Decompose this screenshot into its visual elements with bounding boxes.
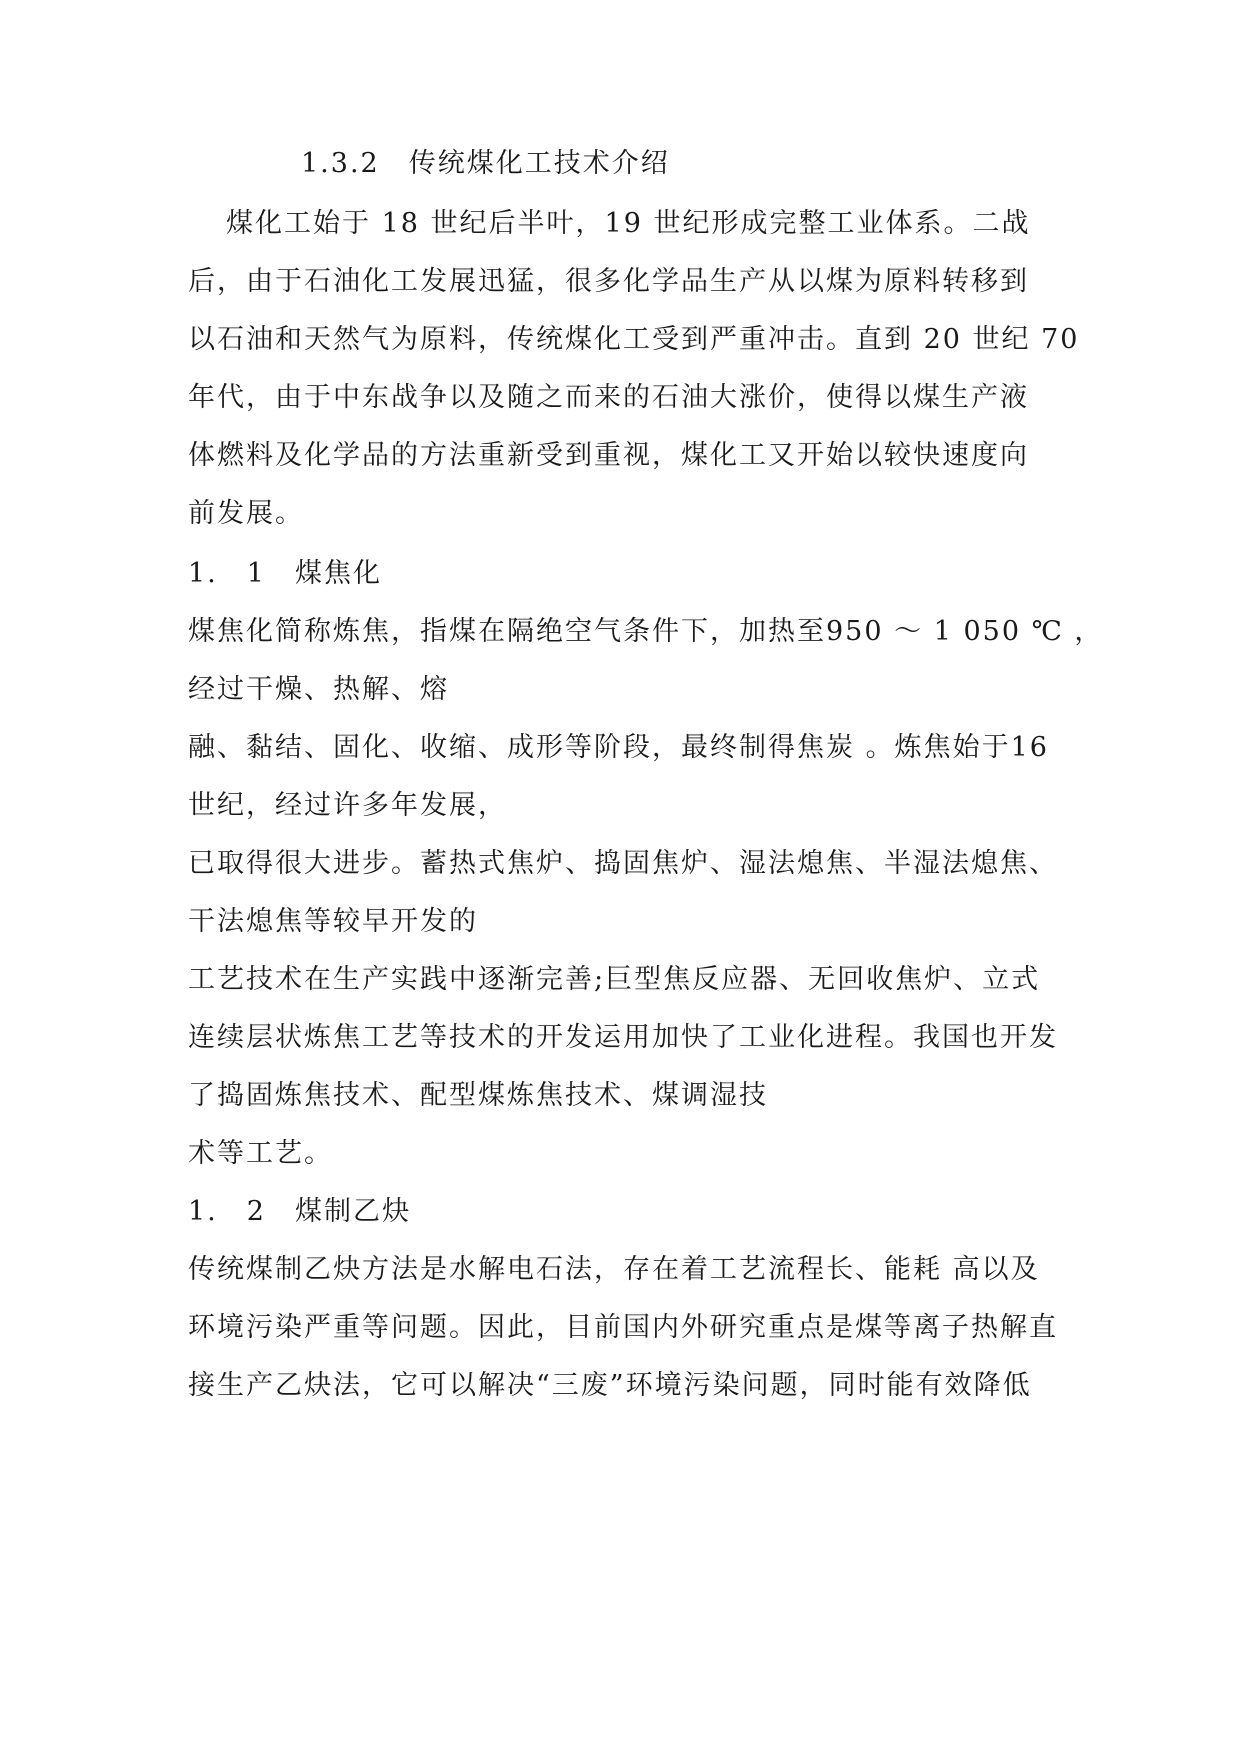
paragraph-line: 已取得很大进步。蓄热式焦炉、捣固焦炉、湿法熄焦、半湿法熄焦、 (188, 848, 1058, 879)
paragraph-line: 体燃料及化学品的方法重新受到重视，煤化工又开始以较快速度向 (188, 440, 1029, 471)
section-heading: 1.3.2 传统煤化工技术介绍 (301, 148, 670, 179)
paragraph-line: 干法熄焦等较早开发的 (188, 906, 478, 937)
paragraph-line: 术等工艺。 (188, 1138, 333, 1169)
paragraph-line: 融、黏结、固化、收缩、成形等阶段，最终制得焦炭 。炼焦始于16 (188, 732, 1049, 763)
paragraph-line: 前发展。 (188, 498, 304, 529)
subsection-heading: 1. 1 煤焦化 (188, 558, 382, 589)
paragraph-line: 后，由于石油化工发展迅猛，很多化学品生产从以煤为原料转移到 (188, 266, 1029, 297)
paragraph-line: 煤焦化简称炼焦，指煤在隔绝空气条件下，加热至950 ～ 1 050 ℃ ， (188, 616, 1104, 647)
paragraph-line: 接生产乙炔法，它可以解决“三废”环境污染问题，同时能有效降低 (188, 1370, 1032, 1401)
paragraph-line: 工艺技术在生产实践中逐渐完善;巨型焦反应器、无回收焦炉、立式 (188, 964, 1041, 995)
paragraph-line: 世纪，经过许多年发展， (188, 790, 507, 821)
paragraph-line: 以石油和天然气为原料，传统煤化工受到严重冲击。直到 20 世纪 70 (188, 324, 1080, 355)
subsection-heading: 1. 2 煤制乙炔 (188, 1196, 411, 1227)
paragraph-line: 传统煤制乙炔方法是水解电石法，存在着工艺流程长、能耗 高以及 (188, 1254, 1040, 1285)
paragraph-line: 年代，由于中东战争以及随之而来的石油大涨价，使得以煤生产液 (188, 382, 1029, 413)
paragraph-line: 连续层状炼焦工艺等技术的开发运用加快了工业化进程。我国也开发 (188, 1022, 1058, 1053)
paragraph-line: 了捣固炼焦技术、配型煤炼焦技术、煤调湿技 (188, 1080, 768, 1111)
paragraph-line: 经过干燥、热解、熔 (188, 674, 449, 705)
paragraph-line: 煤化工始于 18 世纪后半叶，19 世纪形成完整工业体系。二战 (226, 208, 1031, 239)
paragraph-line: 环境污染严重等问题。因此，目前国内外研究重点是煤等离子热解直 (188, 1312, 1058, 1343)
